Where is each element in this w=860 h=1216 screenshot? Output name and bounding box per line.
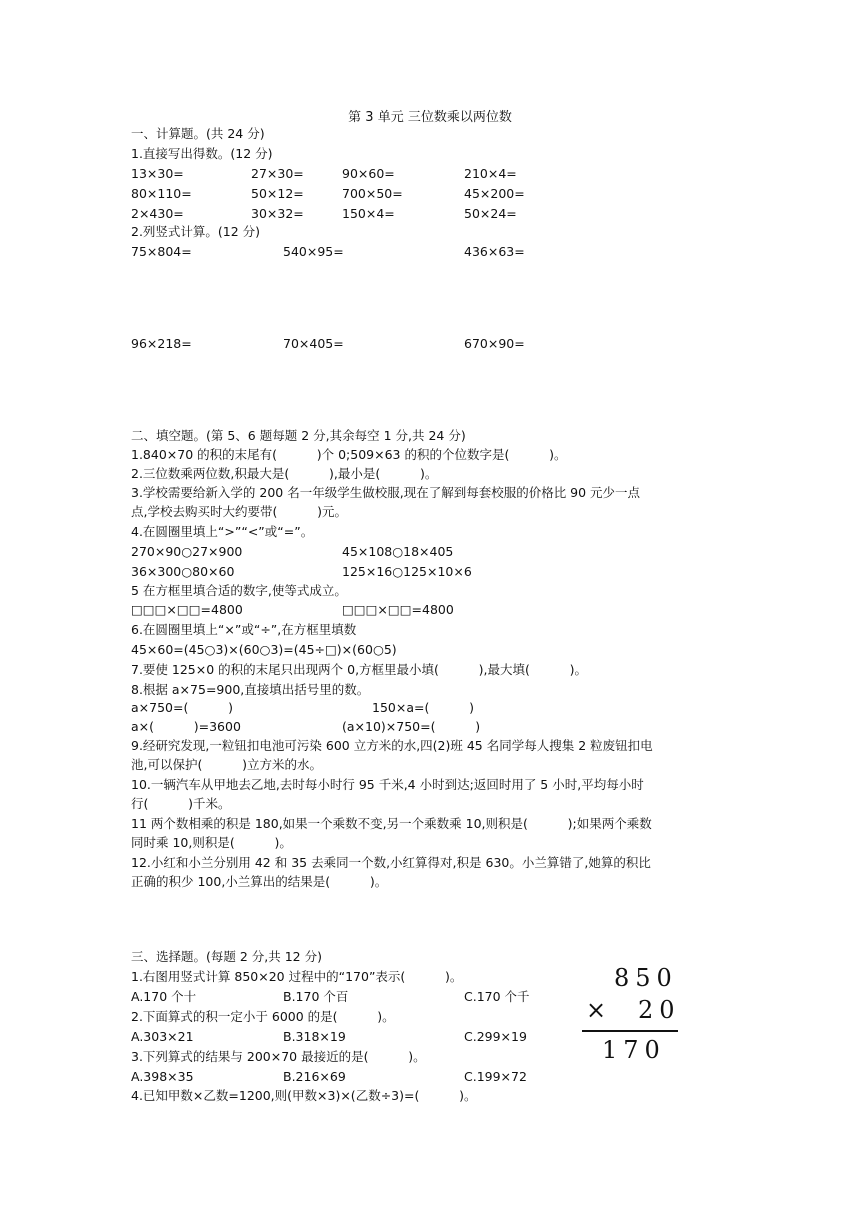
figure-operator: × xyxy=(586,996,613,1024)
calc-item: 2×430= xyxy=(131,206,184,221)
calc-item: 30×32= xyxy=(251,206,304,221)
fill-question: 正确的积少 100,小兰算出的结果是( )。 xyxy=(131,874,388,889)
choice-question: 4.已知甲数×乙数=1200,则(甲数×3)×(乙数÷3)=( )。 xyxy=(131,1088,477,1103)
choice-option: B.318×19 xyxy=(283,1029,346,1044)
calc-item: 90×60= xyxy=(342,166,395,181)
fill-question: 7.要使 125×0 的积的末尾只出现两个 0,方框里最小填( ),最大填( )。 xyxy=(131,662,588,677)
calc-item: 50×12= xyxy=(251,186,304,201)
fill-question: 点,学校去购买时大约要带( )元。 xyxy=(131,504,347,519)
choice-question: 3.下列算式的结果与 200×70 最接近的是( )。 xyxy=(131,1049,426,1064)
compare-item: 45×108○18×405 xyxy=(342,544,454,559)
fill-question: 12.小红和小兰分别用 42 和 35 去乘同一个数,小红算得对,积是 630。小兰算错了,她算的积比 xyxy=(131,855,651,870)
choice-option: A.398×35 xyxy=(131,1069,194,1084)
section2-heading: 二、填空题。(第 5、6 题每题 2 分,其余每空 1 分,共 24 分) xyxy=(131,428,466,443)
operator-equation: 45×60=(45○3)×(60○3)=(45÷□)×(60○5) xyxy=(131,642,397,657)
page-title: 第 3 单元 三位数乘以两位数 xyxy=(348,110,512,125)
vertical-calc-item: 436×63= xyxy=(464,244,525,259)
fill-question: 11 两个数相乘的积是 180,如果一个乘数不变,另一个乘数乘 10,则积是( );如果两个乘数 xyxy=(131,816,652,831)
calc-item: 13×30= xyxy=(131,166,184,181)
vertical-calc-item: 670×90= xyxy=(464,336,525,351)
choice-option: C.199×72 xyxy=(464,1069,527,1084)
fill-question: 10.一辆汽车从甲地去乙地,去时每小时行 95 千米,4 小时到达;返回时用了 5 小时,平均每小时 xyxy=(131,777,644,792)
compare-item: 125×16○125×10×6 xyxy=(342,564,472,579)
fill-question: 池,可以保护( )立方米的水。 xyxy=(131,757,322,772)
fill-question: 3.学校需要给新入学的 200 名一年级学生做校服,现在了解到每套校服的价格比 90 元少一点 xyxy=(131,485,641,500)
choice-question: 2.下面算式的积一定小于 6000 的是( )。 xyxy=(131,1009,395,1024)
box-equation: □□□×□□=4800 xyxy=(131,602,243,617)
fill-item: a×750=( ) xyxy=(131,700,233,715)
calc-item: 27×30= xyxy=(251,166,304,181)
fill-question: 4.在圆圈里填上“>”“<”或“=”。 xyxy=(131,524,314,539)
compare-item: 36×300○80×60 xyxy=(131,564,235,579)
calc-item: 700×50= xyxy=(342,186,403,201)
fill-question: 1.840×70 的积的末尾有( )个 0;509×63 的积的个位数字是( )。 xyxy=(131,447,567,462)
vertical-calc-item: 70×405= xyxy=(283,336,344,351)
fill-question: 同时乘 10,则积是( )。 xyxy=(131,835,292,850)
fill-item: a×( )=3600 xyxy=(131,719,241,734)
box-equation: □□□×□□=4800 xyxy=(342,602,454,617)
choice-option: A.303×21 xyxy=(131,1029,194,1044)
fill-question: 行( )千米。 xyxy=(131,796,231,811)
figure-top-number: 850 xyxy=(614,964,678,992)
fill-question: 8.根据 a×75=900,直接填出括号里的数。 xyxy=(131,682,370,697)
section1-q1-title: 1.直接写出得数。(12 分) xyxy=(131,146,273,161)
fill-item: 150×a=( ) xyxy=(372,700,474,715)
vertical-calc-item: 75×804= xyxy=(131,244,192,259)
choice-question: 1.右图用竖式计算 850×20 过程中的“170”表示( )。 xyxy=(131,969,463,984)
figure-divider-line xyxy=(582,1030,678,1032)
choice-option: C.170 个千 xyxy=(464,989,530,1004)
fill-question: 6.在圆圈里填上“×”或“÷”,在方框里填数 xyxy=(131,622,357,637)
fill-question: 9.经研究发现,一粒钮扣电池可污染 600 立方米的水,四(2)班 45 名同学每人搜集 2 粒废钮扣电 xyxy=(131,738,653,753)
compare-item: 270×90○27×900 xyxy=(131,544,243,559)
fill-item: (a×10)×750=( ) xyxy=(342,719,481,734)
choice-option: B.170 个百 xyxy=(283,989,349,1004)
choice-option: A.170 个十 xyxy=(131,989,197,1004)
vertical-multiplication-figure xyxy=(580,960,690,1070)
figure-result: 170 xyxy=(602,1036,666,1064)
calc-item: 150×4= xyxy=(342,206,395,221)
fill-question: 2.三位数乘两位数,积最大是( ),最小是( )。 xyxy=(131,466,438,481)
choice-option: B.216×69 xyxy=(283,1069,346,1084)
vertical-calc-item: 540×95= xyxy=(283,244,344,259)
calc-item: 80×110= xyxy=(131,186,192,201)
section1-q2-title: 2.列竖式计算。(12 分) xyxy=(131,224,261,239)
section3-heading: 三、选择题。(每题 2 分,共 12 分) xyxy=(131,949,322,964)
calc-item: 50×24= xyxy=(464,206,517,221)
vertical-calc-item: 96×218= xyxy=(131,336,192,351)
calc-item: 45×200= xyxy=(464,186,525,201)
choice-option: C.299×19 xyxy=(464,1029,527,1044)
figure-multiplier: 20 xyxy=(638,996,681,1024)
section1-heading: 一、计算题。(共 24 分) xyxy=(131,126,265,141)
calc-item: 210×4= xyxy=(464,166,517,181)
fill-question: 5 在方框里填合适的数字,使等式成立。 xyxy=(131,583,347,598)
